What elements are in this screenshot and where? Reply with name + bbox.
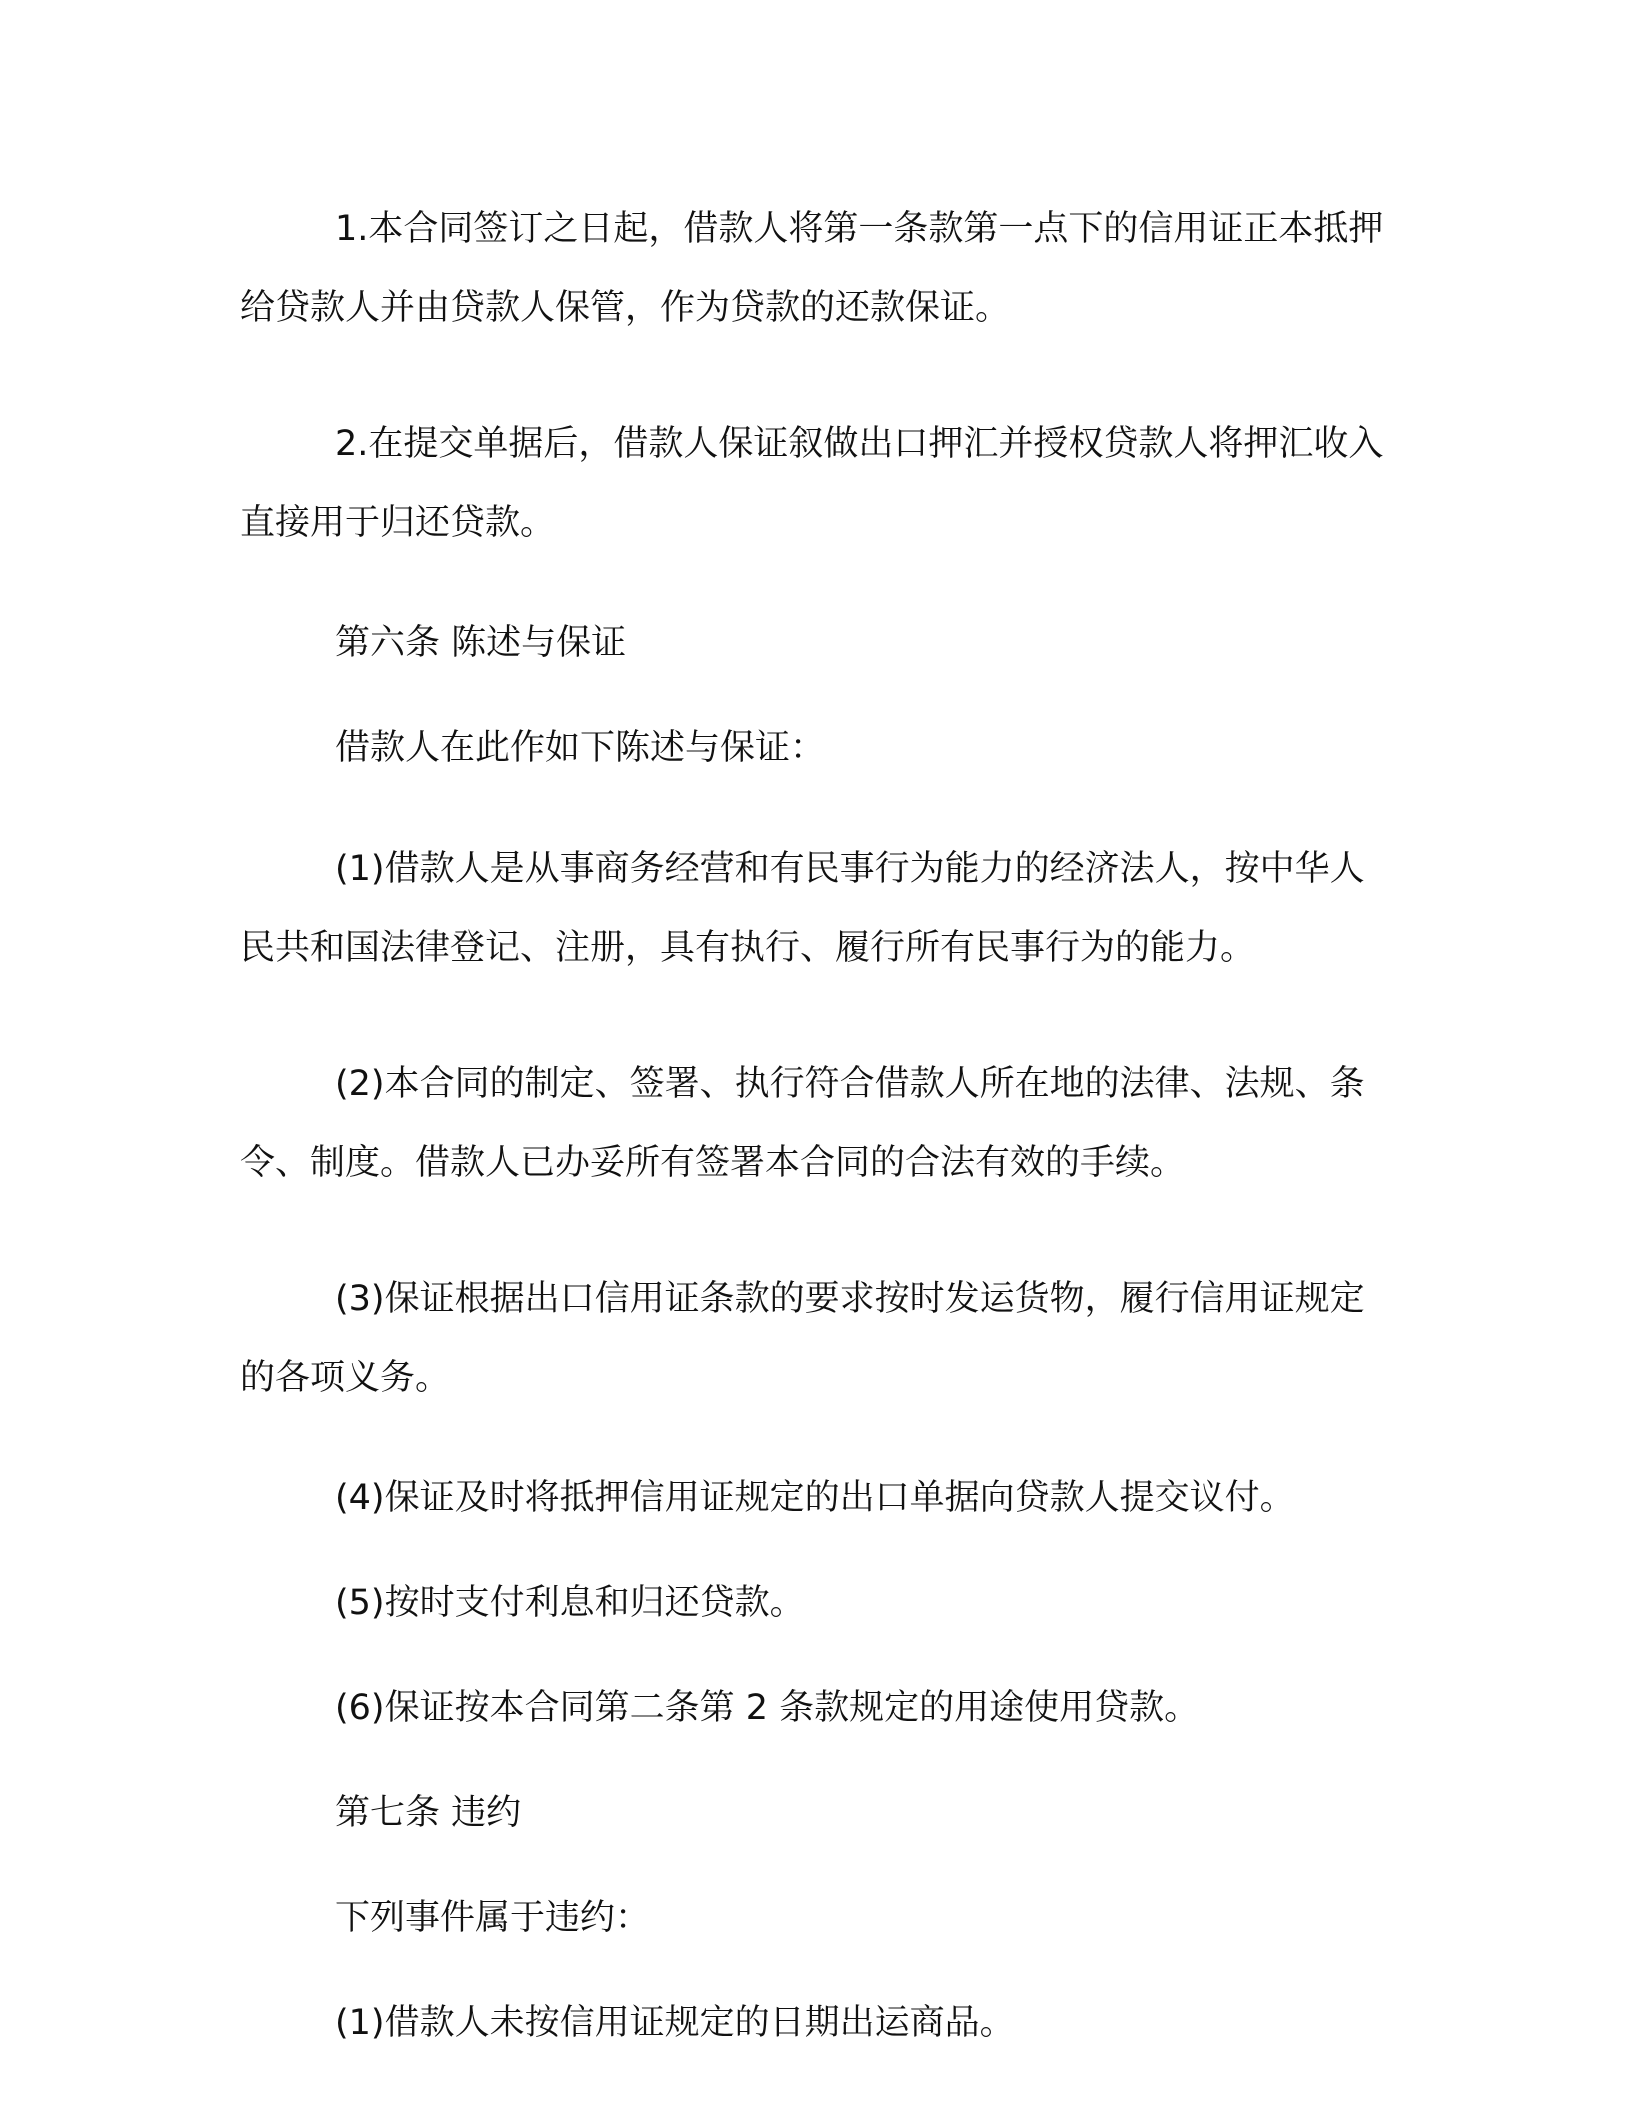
paragraph-item-2: (2)本合同的制定、签署、执行符合借款人所在地的法律、法规、条令、制度。借款人已办妥所有签署本合同的合法有效的手续。: [240, 1064, 1365, 1183]
paragraph-default-item-1: (1)借款人未按信用证规定的日期出运商品。: [335, 2003, 1015, 2043]
paragraph-clause-1: 1.本合同签订之日起，借款人将第一条款第一点下的信用证正本抵押给贷款人并由贷款人保管，作为贷款的还款保证。: [240, 209, 1384, 328]
document-body: [240, 190, 1390, 2105]
paragraph-item-5: (5)按时支付利息和归还贷款。: [335, 1583, 805, 1623]
paragraph-item-4: (4)保证及时将抵押信用证规定的出口单据向贷款人提交议付。: [335, 1478, 1295, 1518]
paragraph-item-3: (3)保证根据出口信用证条款的要求按时发运货物，履行信用证规定的各项义务。: [240, 1279, 1365, 1398]
paragraph-item-1: (1)借款人是从事商务经营和有民事行为能力的经济法人，按中华人民共和国法律登记、注册，具有执行、履行所有民事行为的能力。: [240, 849, 1365, 968]
paragraph-clause-2: 2.在提交单据后，借款人保证叙做出口押汇并授权贷款人将押汇收入直接用于归还贷款。: [240, 424, 1384, 543]
paragraph-default-intro: 下列事件属于违约：: [335, 1898, 651, 1938]
paragraph-item-6: (6)保证按本合同第二条第 2 条款规定的用途使用贷款。: [335, 1688, 1200, 1728]
paragraph-representations-intro: 借款人在此作如下陈述与保证：: [335, 728, 826, 768]
section-heading-article-7: 第七条 违约: [335, 1793, 522, 1833]
section-heading-article-6: 第六条 陈述与保证: [335, 623, 627, 663]
